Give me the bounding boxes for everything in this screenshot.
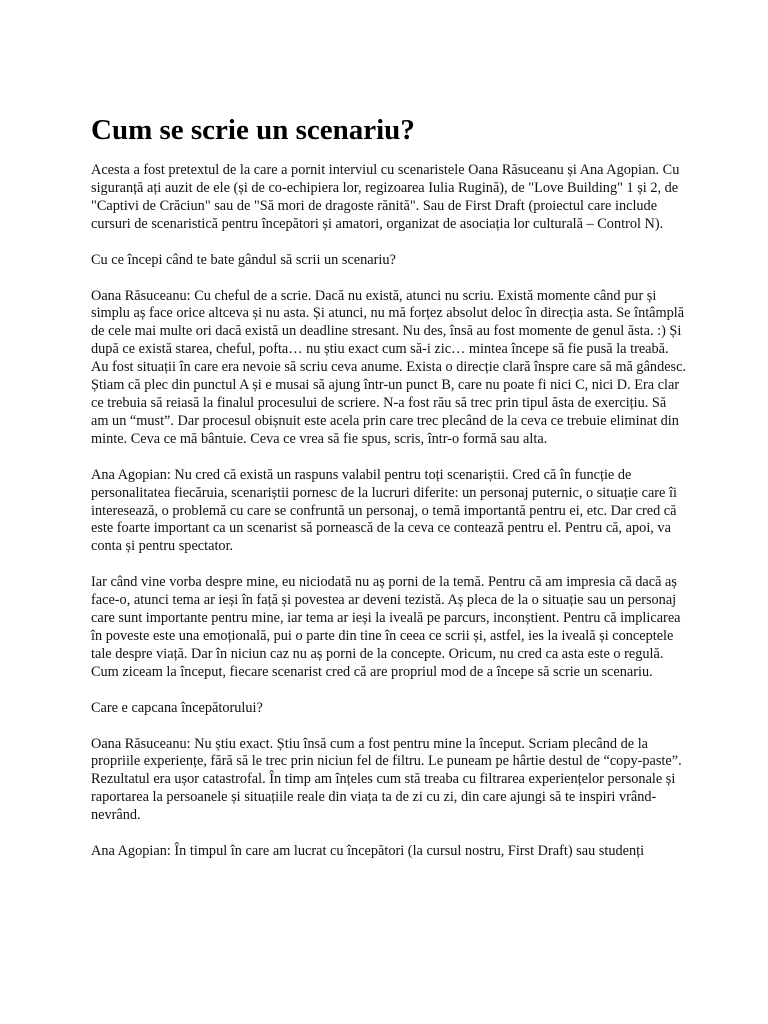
answer-paragraph: Oana Răsuceanu: Nu știu exact. Știu însă cum a fost pentru mine la început. Scriam plecând de la propriile experiențe, fără să le trec prin niciun fel de filtru. Le puneam pe hârtie destul de “copy-paste”. Rezultatul era ușor catastrofal. În timp am înțeles cum stă treaba cu filtrarea experiențelor personale și raportarea la persoanele și situațiile reale din viața ta de zi cu zi, din care ajungi să te inspiri vrând-nevrând. bbox=[91, 735, 682, 824]
article-title: Cum se scrie un scenariu? bbox=[91, 114, 415, 146]
answer-paragraph: Ana Agopian: În timpul în care am lucrat cu începători (la cursul nostru, First Draft) sau studenți bbox=[91, 843, 645, 860]
answer-paragraph: Oana Răsuceanu: Cu cheful de a scrie. Dacă nu există, atunci nu scriu. Există momente când pur și simplu aș face orice altceva și nu asta. Și atunci, nu mă forțez absolut deloc în direcția asta. Se întâmplă de cele mai multe ori dacă există un deadline stresant. Nu des, însă au fost momente de genul ăsta. :) Și după ce există starea, cheful, pofta… nu știu exact cum să-i zic… mintea începe să fie pusă la treabă. Au fost situații în care era nevoie să scriu ceva anume. Exista o direcție clară înspre care să mă gândesc. Știam că plec din punctul A și e musai să ajung într-un punct B, care nu poate fi nici C, nici D. Era clar ce trebuia să reiasă la finalul procesului de scriere. N-a fost rău să trec prin tipul ăsta de exercițiu. Să am un “must”. Dar procesul obișnuit este acela prin care trec plecând de la ceva ce trebuie eliminat din minte. Ceva ce mă bântuie. Ceva ce vrea să fie spus, scris, într-o formă sau alta. bbox=[91, 287, 687, 447]
answer-paragraph: Iar când vine vorba despre mine, eu niciodată nu aș porni de la temă. Pentru că am impresia că dacă aș face-o, atunci tema ar ieși în față și povestea ar deveni tezistă. Aș pleca de la o situație sau un personaj care sunt importante pentru mine, iar tema ar ieși la iveală pe parcurs, inconștient. Pentru că implicarea în poveste este una emoțională, pui o parte din tine în ceea ce scrii și, astfel, ies la iveală și conceptele tale despre viață. Dar în niciun caz nu aș porni de la concepte. Oricum, nu cred ca asta este o regulă. Cum ziceam la început, fiecare scenarist cred că are propriul mod de a începe să scrie un scenariu. bbox=[91, 574, 681, 680]
question-paragraph: Care e capcana începătorului? bbox=[91, 699, 263, 716]
intro-paragraph: Acesta a fost pretextul de la care a pornit interviul cu scenaristele Oana Răsuceanu și Ana Agopian. Cu siguranță ați auzit de ele (și de co-echipiera lor, regizoarea Iulia Rugină), de "Love Building" 1 și 2, de "Captivi de Crăciun" sau de "Să mori de dragoste rănită". Sau de First Draft (proiectul care include cursuri de scenaristică pentru începători și amatori, organizat de asociația lor culturală – Control N). bbox=[91, 162, 680, 232]
question-paragraph: Cu ce începi când te bate gândul să scrii un scenariu? bbox=[91, 251, 396, 268]
document-page bbox=[91, 110, 687, 879]
answer-paragraph: Ana Agopian: Nu cred că există un raspuns valabil pentru toți scenariștii. Cred că în funcție de personalitatea fiecăruia, scenariștii pornesc de la lucruri diferite: un personaj puternic, o situație care îi interesează, o problemă cu care se confruntă un personaj, o temă importantă pentru ei, etc. Dar cred că este foarte important ca un scenarist să pornească de la ceva ce contează pentru el. Pentru că, apoi, va conta și pentru spectator. bbox=[91, 466, 677, 555]
